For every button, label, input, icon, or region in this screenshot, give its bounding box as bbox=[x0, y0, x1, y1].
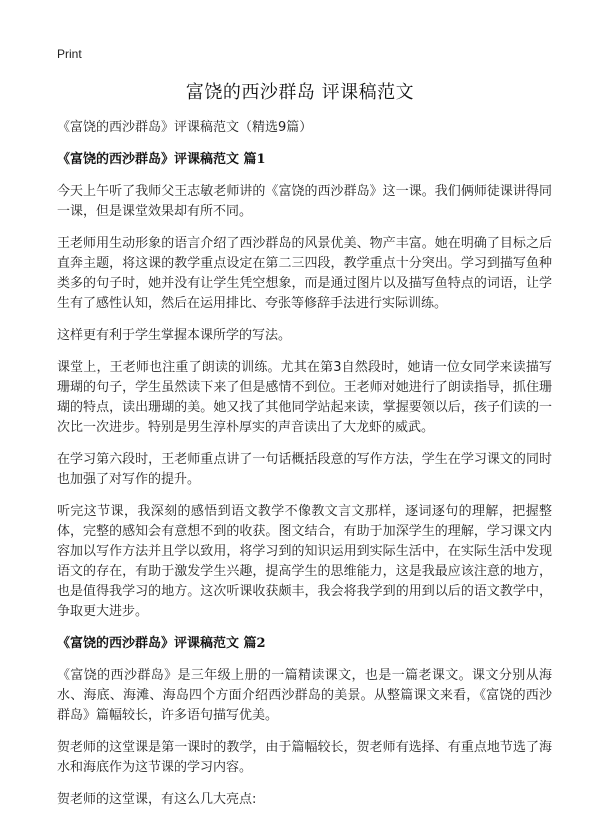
paragraph: 在学习第六段时，王老师重点讲了一句话概括段意的写作方法，学生在学习课文的同时也加强了对写作的提升。 bbox=[57, 452, 552, 487]
paragraph: 贺老师的这堂课，有这么几大亮点: bbox=[57, 792, 257, 807]
section-heading-1: 《富饶的西沙群岛》评课稿范文 篇1 bbox=[57, 152, 266, 167]
paragraph: 课堂上，王老师也注重了朗读的训练。尤其在第3自然段时，她请一位女同学来读描写珊瑚的句子，学生虽然读下来了但是感情不到位。王老师对她进行了朗读指导，抓住珊瑚的特点，读出珊瑚的美。她又找了其他同学站起来读，掌握要领以后，孩子们读的一次比一次进步。特别是男生淳朴厚实的声音读出了大龙虾的威武。 bbox=[57, 360, 552, 435]
page-title: 富饶的西沙群岛 评课稿范文 bbox=[185, 82, 415, 103]
paragraph: 这样更有利于学生掌握本课所学的写法。 bbox=[57, 328, 292, 343]
section-heading-2: 《富饶的西沙群岛》评课稿范文 篇2 bbox=[57, 636, 266, 651]
paragraph: 贺老师的这堂课是第一课时的教学，由于篇幅较长，贺老师有选择、有重点地节选了海水和海底作为这节课的学习内容。 bbox=[57, 740, 552, 775]
paragraph: 今天上午听了我师父王志敏老师讲的《富饶的西沙群岛》这一课。我们俩师徒课讲得同一课，但是课堂效果却有所不同。 bbox=[57, 184, 552, 219]
paragraph: 《富饶的西沙群岛》是三年级上册的一篇精读课文，也是一篇老课文。课文分别从海水、海底、海滩、海岛四个方面介绍西沙群岛的美景。从整篇课文来看，《富饶的西沙群岛》篇幅较长，许多语句描写优美。 bbox=[57, 668, 552, 723]
paragraph: 王老师用生动形象的语言介绍了西沙群岛的风景优美、物产丰富。她在明确了目标之后直奔主题，将这课的教学重点设定在第二三四段，教学重点十分突出。学习到描写鱼种类多的句子时，她并没有让学生凭空想象，而是通过图片以及描写鱼特点的词语，让学生有了感性认知，然后在运用排比、夸张等修辞手法进行实际训练。 bbox=[57, 236, 552, 311]
paragraph: 听完这节课，我深刻的感悟到语文教学不像教文言文那样，逐词逐句的理解，把握整体，完整的感知会有意想不到的收获。图文结合，有助于加深学生的理解，学习课文内容加以写作方法并且学以致用，将学习到的知识运用到实际生活中，在实际生活中发现语文的存在，有助于激发学生兴趣，提高学生的思维能力，这是我最应该注意的地方，也是值得我学习的地方。这次听课收获颇丰，我会将我学到的用到以后的语文教学中，争取更大进步。 bbox=[57, 504, 552, 619]
document-body bbox=[57, 118, 552, 822]
document-subtitle: 《富饶的西沙群岛》评课稿范文（精选9篇） bbox=[57, 120, 313, 135]
print-label[interactable]: Print bbox=[57, 47, 82, 61]
